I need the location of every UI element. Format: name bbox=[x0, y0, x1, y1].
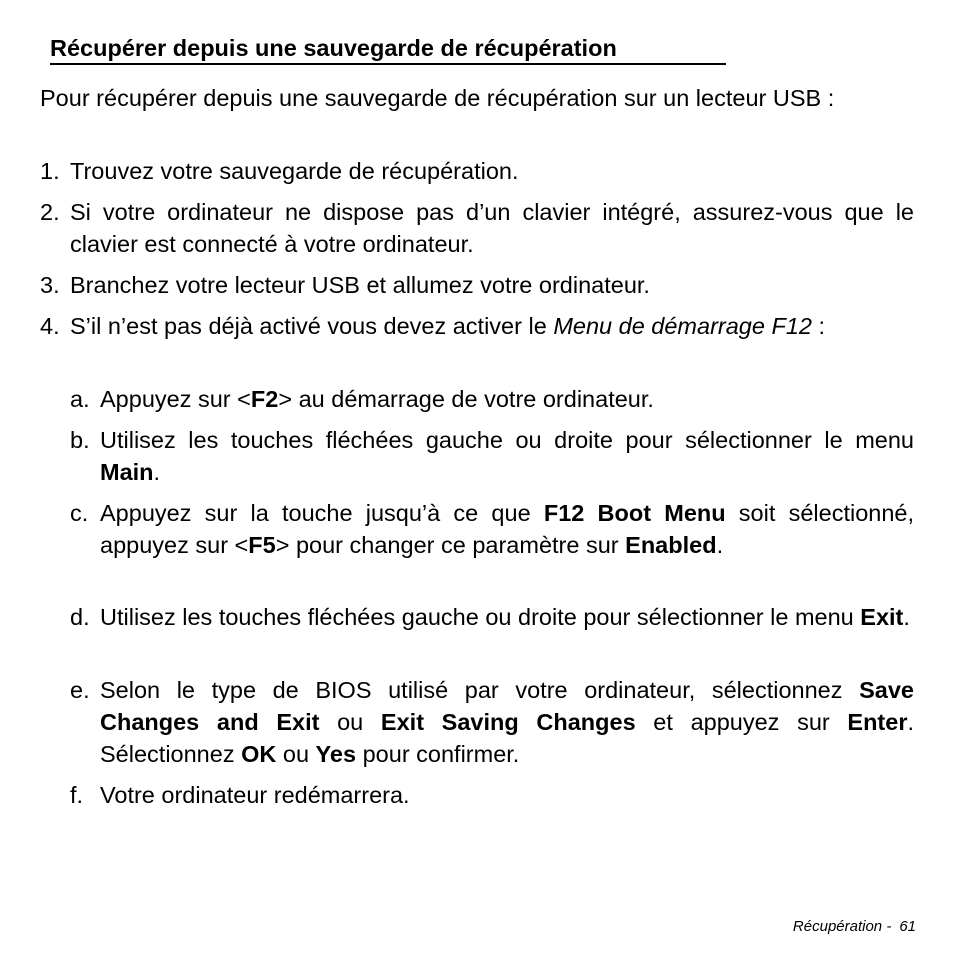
substep-item bbox=[70, 601, 914, 633]
step-item bbox=[40, 196, 914, 260]
step-marker: 4. bbox=[40, 313, 60, 339]
step-text bbox=[70, 269, 914, 301]
text-run: . bbox=[716, 532, 724, 558]
bold-term: Enabled bbox=[625, 532, 717, 558]
text-run: ou bbox=[276, 741, 316, 767]
bold-term: F2 bbox=[250, 386, 279, 412]
bold-term: Exit bbox=[860, 604, 904, 630]
text-run: Trouvez votre sauvegarde de récupération. bbox=[70, 158, 519, 184]
substep-item bbox=[70, 497, 914, 561]
substep-text bbox=[100, 674, 914, 770]
text-run: Branchez votre lecteur USB et allumez votre ordinateur. bbox=[70, 272, 650, 298]
substep-marker: d. bbox=[70, 604, 90, 630]
substep-text bbox=[100, 497, 914, 561]
bold-term: Yes bbox=[315, 741, 357, 767]
text-run: pour confirmer. bbox=[356, 741, 520, 767]
text-run: : bbox=[811, 313, 826, 339]
substep-marker: a. bbox=[70, 386, 90, 412]
text-run: Utilisez les touches fléchées gauche ou droite pour sélectionner le menu bbox=[100, 604, 861, 630]
page-footer bbox=[793, 917, 916, 937]
bold-term: Enter bbox=[847, 709, 908, 735]
step-marker: 3. bbox=[40, 272, 60, 298]
step-item bbox=[40, 310, 914, 342]
italic-term: Menu de démarrage F12 bbox=[553, 313, 812, 339]
substep-marker: c. bbox=[70, 500, 89, 526]
text-run: S’il n’est pas déjà activé vous devez activer le bbox=[70, 313, 554, 339]
text-run: Votre ordinateur redémarrera. bbox=[100, 782, 410, 808]
bold-term: OK bbox=[241, 741, 277, 767]
text-run: et appuyez sur bbox=[635, 709, 848, 735]
text-run: Utilisez les touches fléchées gauche ou droite pour sélectionner le menu bbox=[100, 427, 914, 453]
text-run: Si votre ordinateur ne dispose pas d’un clavier intégré, assurez-vous que le clavier est connecté à votre ordinateur. bbox=[70, 199, 914, 257]
substep-text bbox=[100, 779, 914, 811]
section-heading: Récupérer depuis une sauvegarde de récupération bbox=[50, 35, 617, 61]
step-marker: 2. bbox=[40, 199, 60, 225]
bold-term: F12 Boot Menu bbox=[543, 500, 726, 526]
bold-term: Main bbox=[100, 459, 154, 485]
text-run: ou bbox=[319, 709, 381, 735]
substep-text bbox=[100, 383, 914, 415]
step-text bbox=[70, 155, 914, 187]
substep-item bbox=[70, 674, 914, 770]
text-run: > au démarrage de votre ordinateur. bbox=[278, 386, 654, 412]
text-run: Appuyez sur la touche jusqu’à ce que bbox=[100, 500, 544, 526]
text-run: > pour changer ce paramètre sur bbox=[275, 532, 626, 558]
text-run: . bbox=[153, 459, 161, 485]
step-item bbox=[40, 269, 914, 301]
text-run: Appuyez sur < bbox=[100, 386, 251, 412]
step-item bbox=[40, 155, 914, 187]
substep-marker: e. bbox=[70, 677, 90, 703]
text-run: . Sélectionnez bbox=[100, 709, 914, 767]
text-run: soit sélectionné, appuyez sur < bbox=[100, 500, 914, 558]
substep-item bbox=[70, 383, 914, 415]
step-marker: 1. bbox=[40, 158, 60, 184]
text-run: . bbox=[903, 604, 910, 630]
substep-marker: b. bbox=[70, 427, 90, 453]
substep-item bbox=[70, 779, 914, 811]
substep-text bbox=[100, 424, 914, 488]
bold-term: F5 bbox=[248, 532, 276, 558]
page-number: 61 bbox=[899, 918, 916, 935]
bold-term: Exit Saving Changes bbox=[380, 709, 636, 735]
text-run: Selon le type de BIOS utilisé par votre ordinateur, sélectionnez bbox=[100, 677, 860, 703]
substep-item bbox=[70, 424, 914, 488]
heading-underline bbox=[50, 63, 726, 65]
step-text bbox=[70, 310, 914, 342]
bold-term: Save Changes and Exit bbox=[100, 677, 914, 735]
substep-text bbox=[100, 601, 914, 633]
footer-section: Récupération - bbox=[792, 918, 892, 935]
step-text bbox=[70, 196, 914, 260]
substep-marker: f. bbox=[70, 782, 84, 808]
intro-paragraph: Pour récupérer depuis une sauvegarde de récupération sur un lecteur USB : bbox=[40, 85, 835, 111]
